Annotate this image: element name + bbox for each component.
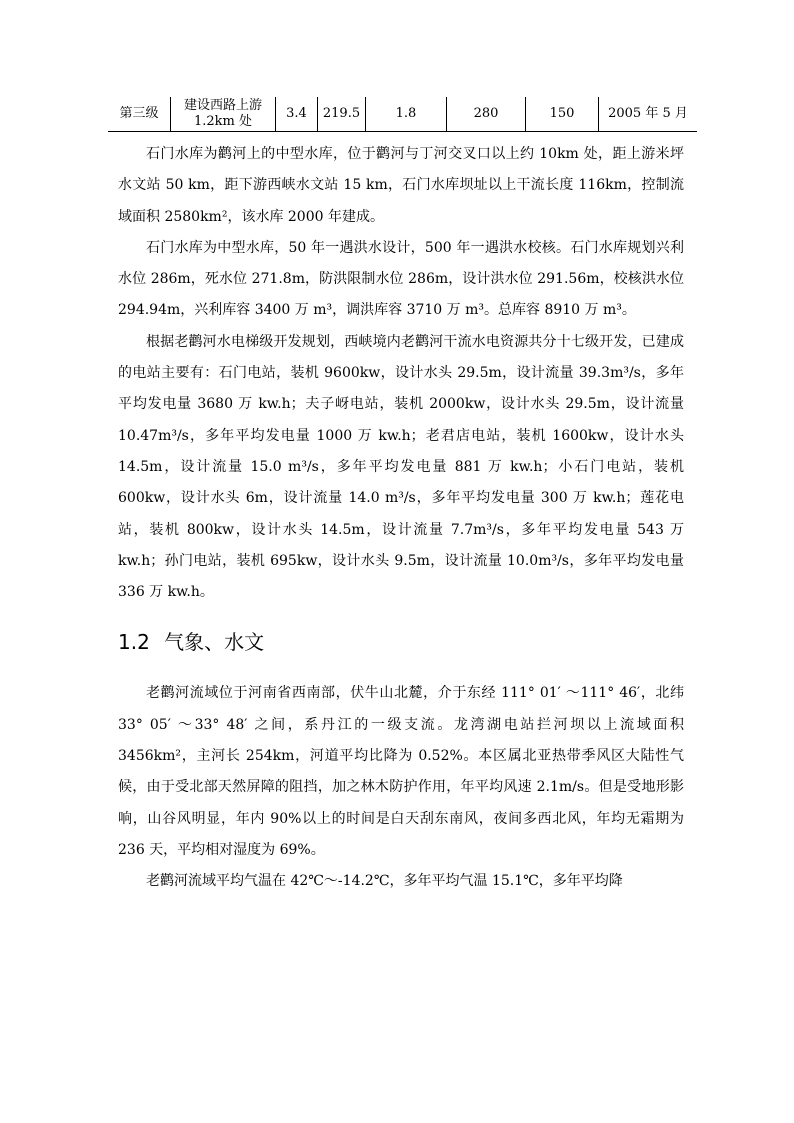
paragraph-shimen-reservoir: 石门水库为鹳河上的中型水库，位于鹳河与丁河交叉口以上约 10km 处，距上游米坪水文站 50 km，距下游西峡水文站 15 km，石门水库坝址以上干流长度 116km，控制流域面积 2580km²，该水库 2000 年建成。 bbox=[118, 146, 684, 225]
section-title: 气象、水文 bbox=[164, 630, 265, 655]
table-cell-value: 1.8 bbox=[366, 97, 447, 132]
body-text bbox=[118, 139, 684, 898]
table-cell-date: 2005 年 5 月 bbox=[599, 97, 698, 132]
paragraph-basin-climate: 老鹳河流域位于河南省西南部，伏牛山北麓，介于东经 111° 01′ ～111° 46′，北纬 33° 05′ ～33° 48′ 之间，系丹江的一级支流。龙湾湖电站拦河坝以上流域面积 3456km²，主河长 254km，河道平均比降为 0.52%。本区属北亚热带季风区大陆性气候，由于受北部天然屏障的阻挡，加之林木防护作用，年平均风速 2.1m/s。但是受地形影响，山谷风明显，年内 90%以上的时间是白天刮东南风，夜间多西北风，年均无霜期为 236 天，平均相对湿度为 69%。 bbox=[118, 685, 684, 858]
paragraph-reservoir-levels: 石门水库为中型水库，50 年一遇洪水设计，500 年一遇洪水校核。石门水库规划兴利水位 286m，死水位 271.8m，防洪限制水位 286m，设计洪水位 291.56m，校核洪水位 294.94m，兴利库容 3400 万 m³，调洪库容 3710 万 m³。总库容 8910 万 m³。 bbox=[118, 239, 684, 319]
table-cell-value: 3.4 bbox=[276, 97, 318, 132]
table-cell-level: 第三级 bbox=[108, 97, 171, 132]
hydropower-table-continuation bbox=[108, 97, 697, 132]
paragraph-temperature: 老鹳河流域平均气温在 42℃～-14.2℃，多年平均气温 15.1℃，多年平均降 bbox=[146, 873, 623, 890]
table-cell-value: 150 bbox=[526, 97, 599, 132]
table-cell-value: 280 bbox=[447, 97, 526, 132]
section-number: 1.2 bbox=[118, 630, 150, 655]
table-cell-location bbox=[171, 97, 276, 132]
location-line-2: 1.2km 处 bbox=[193, 114, 252, 129]
section-heading bbox=[118, 628, 684, 656]
paragraph-hydropower-stations: 根据老鹳河水电梯级开发规划，西峡境内老鹳河干流水电资源共分十七级开发，已建成的电站主要有：石门电站，装机 9600kw，设计水头 29.5m，设计流量 39.3m³/s，多年平均发电量 3680 万 kw.h；夫子岈电站，装机 2000kw，设计水头 29.5m，设计流量 10.47m³/s，多年平均发电量 1000 万 kw.h；老君店电站，装机 1600kw，设计水头 14.5m，设计流量 15.0 m³/s，多年平均发电量 881 万 kw.h；小石门电站，装机 600kw，设计水头 6m，设计流量 14.0 m³/s，多年平均发电量 300 万 kw.h；莲花电站，装机 800kw，设计水头 14.5m，设计流量 7.7m³/s，多年平均发电量 543 万 kw.h；孙门电站，装机 695kw，设计水头 9.5m，设计流量 10.0m³/s，多年平均发电量 336 万 kw.h。 bbox=[118, 333, 684, 601]
location-line-1: 建设西路上游 bbox=[183, 98, 262, 113]
table-cell-value: 219.5 bbox=[318, 97, 366, 132]
table-row bbox=[108, 97, 697, 132]
